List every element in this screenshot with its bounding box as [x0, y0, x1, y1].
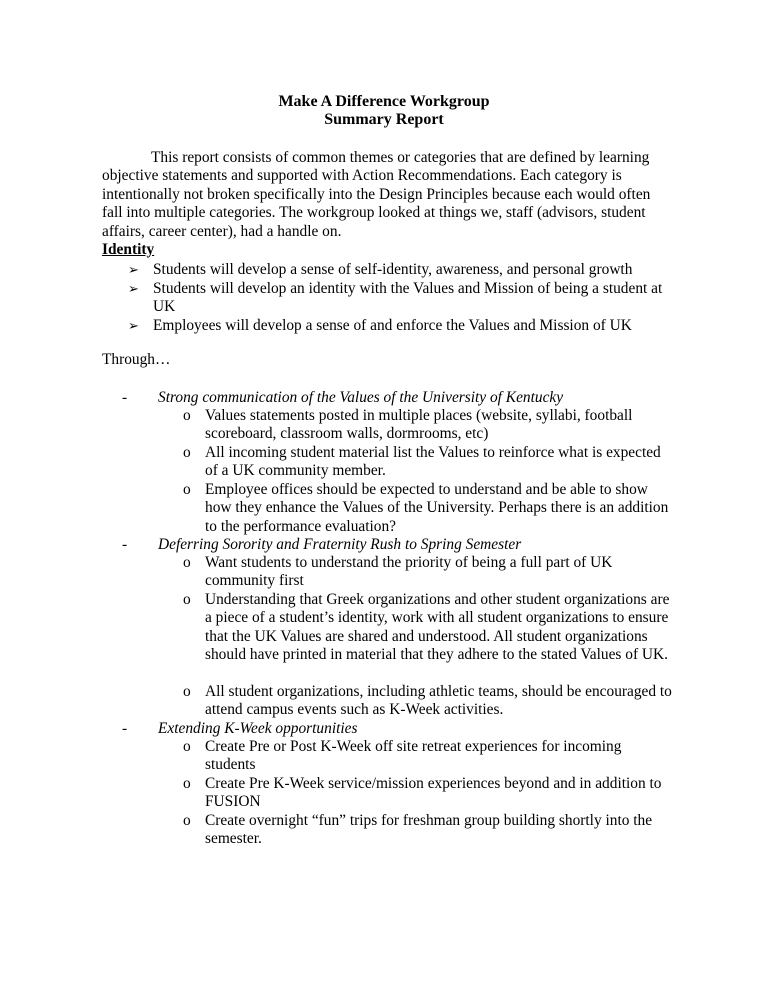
- sub-item-text: Create Pre or Post K-Week off site retreat experiences for incoming students: [205, 738, 622, 774]
- intro-paragraph: [102, 149, 662, 241]
- arrow-bullet-icon: ➢: [128, 281, 139, 296]
- bullet-text: Students will develop a sense of self-identity, awareness, and personal growth: [153, 261, 633, 278]
- sub-item-text: Employee offices should be expected to understand and be able to show how they enhance the Values of the University. Perhaps there is an addition to the performance evaluation?: [205, 481, 669, 535]
- circle-bullet-icon: o: [183, 591, 191, 608]
- intro-text: This report consists of common themes or categories that are defined by learning objective statements and supported with Action Recommendations. Each category is intentionally not broken specifically into the Design Principles because each would often fall into multiple categories. The workgroup looked at things we, staff (advisors, student affairs, career center), had a handle on.: [102, 149, 651, 240]
- dash-marker: -: [122, 389, 128, 406]
- circle-bullet-icon: o: [183, 775, 191, 792]
- document-title: Make A Difference Workgroup: [278, 93, 490, 110]
- arrow-bullet-icon: ➢: [128, 262, 139, 277]
- action-title: Deferring Sorority and Fraternity Rush to Spring Semester: [158, 536, 522, 553]
- arrow-bullet-icon: ➢: [128, 318, 139, 333]
- sub-item-text: Create overnight “fun” trips for freshman group building shortly into the semester.: [205, 812, 653, 848]
- bullet-text: Employees will develop a sense of and enforce the Values and Mission of UK: [153, 317, 632, 334]
- circle-bullet-icon: o: [183, 444, 191, 461]
- sub-item-text: Understanding that Greek organizations and other student organizations are a piece of a student’s identity, work with all student organizations to ensure that the UK Values are shared and understood. All student organizations should have printed in material that they adhere to the stated Values of UK.: [205, 591, 670, 664]
- document-subtitle: Summary Report: [324, 111, 444, 128]
- sub-item-text: All incoming student material list the Values to reinforce what is expected of a UK community member.: [205, 444, 661, 480]
- sub-item-text: Create Pre K-Week service/mission experiences beyond and in addition to FUSION: [205, 775, 662, 811]
- circle-bullet-icon: o: [183, 738, 191, 755]
- circle-bullet-icon: o: [183, 554, 191, 571]
- sub-item-text: Values statements posted in multiple places (website, syllabi, football scoreboard, classroom walls, dormrooms, etc): [205, 407, 633, 443]
- sub-item-text: All student organizations, including athletic teams, should be encouraged to attend campus events such as K-Week activities.: [205, 683, 672, 719]
- dash-marker: -: [122, 720, 128, 737]
- section-heading-identity: Identity: [102, 241, 155, 258]
- circle-bullet-icon: o: [183, 407, 191, 424]
- circle-bullet-icon: o: [183, 683, 191, 700]
- sub-item-text: Want students to understand the priority of being a full part of UK community first: [205, 554, 613, 590]
- action-title: Strong communication of the Values of the University of Kentucky: [158, 389, 564, 406]
- circle-bullet-icon: o: [183, 481, 191, 498]
- through-label: Through…: [102, 351, 171, 368]
- action-title: Extending K-Week opportunities: [158, 720, 358, 737]
- bullet-text: Students will develop an identity with the Values and Mission of being a student at UK: [153, 280, 663, 316]
- dash-marker: -: [122, 536, 128, 553]
- circle-bullet-icon: o: [183, 812, 191, 829]
